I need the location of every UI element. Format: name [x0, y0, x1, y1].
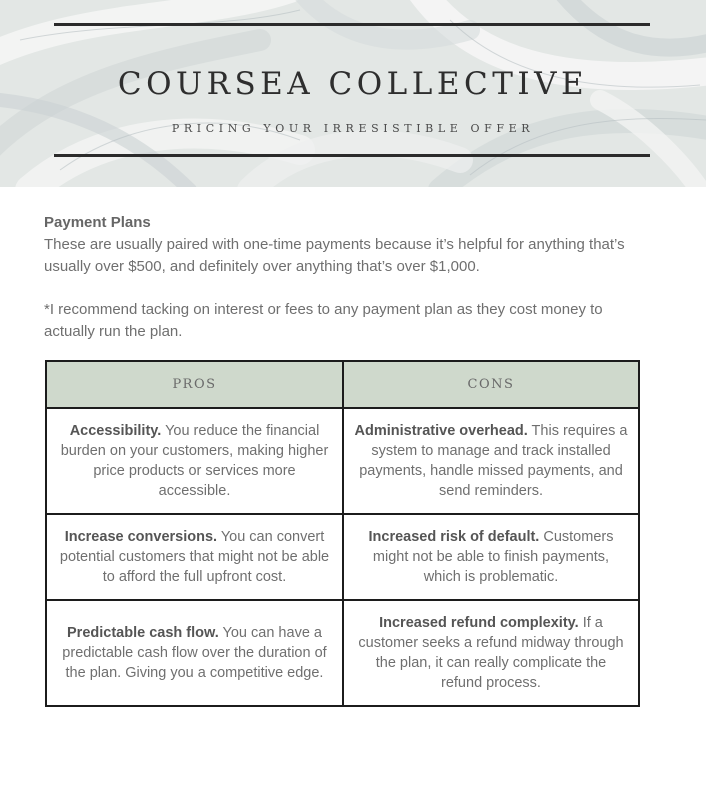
brand-title: COURSEA COLLECTIVE [117, 66, 589, 102]
section-heading: Payment Plans [44, 214, 151, 231]
con-cell [343, 600, 639, 706]
note-paragraph: *I recommend tacking on interest or fees to any payment plan as they cost money to actually run the plan. [44, 301, 603, 340]
con-title: Increased risk of default. [368, 529, 540, 545]
bottom-divider [54, 154, 650, 157]
con-title: Increased refund complexity. [379, 615, 579, 631]
pro-cell [46, 408, 343, 514]
pro-text: You can convert potential customers that might not be able to afford the full upfront cost. [59, 529, 330, 585]
con-text: Customers might not be able to finish payments, which is problematic. [372, 529, 614, 585]
table-row [46, 408, 639, 514]
cons-header: CONS [343, 361, 639, 408]
pro-title: Predictable cash flow. [67, 625, 219, 641]
top-divider [54, 23, 650, 26]
con-text: If a customer seeks a refund midway through the plan, it can really complicate the refund process. [358, 615, 624, 691]
table-row [46, 600, 639, 706]
header-banner [0, 0, 706, 187]
pros-header: PROS [46, 361, 343, 408]
con-text: This requires a system to manage and track installed payments, handle missed payments, and send reminders. [359, 423, 628, 499]
table-row [46, 514, 639, 600]
con-cell [343, 514, 639, 600]
intro-paragraph: These are usually paired with one-time payments because it’s helpful for anything that’s usually over $500, and definitely over anything that’s over $1,000. [44, 236, 625, 275]
pro-text: You can have a predictable cash flow over the duration of the plan. Giving you a competitive edge. [62, 625, 327, 681]
pros-cons-table [45, 360, 640, 707]
pro-cell [46, 514, 343, 600]
payment-plans-section [44, 212, 644, 343]
pro-title: Increase conversions. [64, 529, 218, 545]
pro-cell [46, 600, 343, 706]
con-cell [343, 408, 639, 514]
pro-title: Accessibility. [69, 423, 162, 439]
page-tagline: PRICING YOUR IRRESISTIBLE OFFER [171, 122, 535, 135]
pro-text: You reduce the financial burden on your customers, making higher price products or services more accessible. [60, 423, 329, 499]
con-title: Administrative overhead. [354, 423, 528, 439]
table-header-row [46, 361, 639, 408]
